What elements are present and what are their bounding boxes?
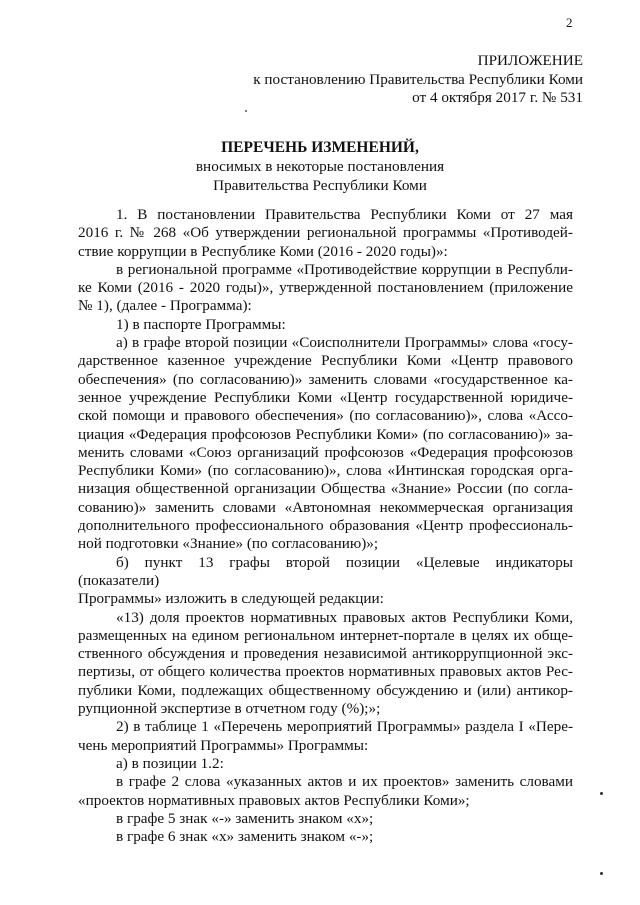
appendix-title: ПРИЛОЖЕНИЕ [477,52,583,69]
body-line: пертизы, от общего количества проектов нормативных правовых актов Рес- [78,663,573,681]
body-line: 2) в таблице 1 «Перечень мероприятий Программы» раздела I «Пере- [116,718,573,736]
body-line: в графе 5 знак «-» заменить знаком «х»; [116,809,374,827]
appendix-date: от 4 октября 2017 г. № 531 [412,89,583,106]
body-line: 1) в паспорте Программы: [116,315,286,333]
body-line: низация общественной организации Общества «Знание» России (по согла- [78,480,573,498]
body-line: Программы» изложить в следующей редакции: [78,590,384,608]
body-line: размещенных на едином региональном интернет-портале в целях их обще- [78,626,573,644]
body-line: чень мероприятий Программы» Программы: [78,736,369,754]
body-line: ствие коррупции в Республике Коми (2016 - 2020 годы)»: [78,242,448,260]
body-line: № 1), (далее - Программа): [78,297,252,315]
page-number: 2 [566,15,573,30]
body-line: «проектов нормативных правовых актов Республики Коми»; [78,791,470,809]
body-line: Республики Коми» (по согласованию)», слова «Интинская городская орга- [78,462,573,480]
body-line: дарственное казенное учреждение Республики Коми «Центр правового [78,352,573,370]
scan-speck [245,110,247,112]
body-line: 2016 г. № 268 «Об утверждении региональной программы «Противодей- [78,224,573,242]
document-subtitle-line-1: вносимых в некоторые постановления [195,158,445,175]
scan-speck [600,872,603,875]
body-line: публики Коми, подлежащих общественному обсуждению и (или) антикор- [78,681,573,699]
body-line: рупционной экспертизе в отчетном году (%);»; [78,700,381,718]
body-line: дополнительного профессионального образования «Центр профессиональ- [78,517,573,535]
body-line: в региональной программе «Противодействие коррупции в Республи- [116,260,573,278]
document-body [78,206,573,846]
body-line: б) пункт 13 графы второй позиции «Целевые индикаторы (показатели) [78,553,573,589]
body-line: «13) доля проектов нормативных правовых актов Республики Коми, [116,608,573,626]
scan-speck [600,792,603,795]
body-line: в графе 6 знак «х» заменить знаком «-»; [116,828,374,846]
body-line: менить словами «Союз организаций профсоюзов «Федерация профсоюзов [78,443,573,461]
body-line: ной подготовки «Знание» (по согласованию)»; [78,535,379,553]
body-line: а) в позиции 1.2: [116,754,224,772]
body-line: ской помощи и правового обеспечения» (по согласованию)», слова «Ассо- [78,407,573,425]
body-line: в графе 2 слова «указанных актов и их проектов» заменить словами [116,773,573,791]
body-line: 1. В постановлении Правительства Республики Коми от 27 мая [116,206,573,223]
body-line: ке Коми (2016 - 2020 годы)», утвержденной постановлением (приложение [78,279,573,297]
document-subtitle-line-2: Правительства Республики Коми [213,177,427,194]
appendix-reference: к постановлению Правительства Республики Коми [253,70,583,88]
document-heading [0,138,640,195]
body-line: ственного обсуждения и проведения независимой антикоррупционной экс- [78,645,573,663]
body-line: а) в графе второй позиции «Соисполнители Программы» слова «госу- [116,334,573,352]
document-title: ПЕРЕЧЕНЬ ИЗМЕНЕНИЙ, [221,139,419,156]
body-line: обеспечения» (по согласованию)» заменить словами «государственное ка- [78,370,573,388]
appendix-block [253,52,583,108]
body-line: зенное учреждение Республики Коми «Центр государственной юридиче- [78,388,573,406]
body-line: сованию)» заменить словами «Автономная некоммерческая организация [78,498,573,516]
body-line: циация «Федерация профсоюзов Республики Коми» (по согласованию)» за- [78,425,573,443]
